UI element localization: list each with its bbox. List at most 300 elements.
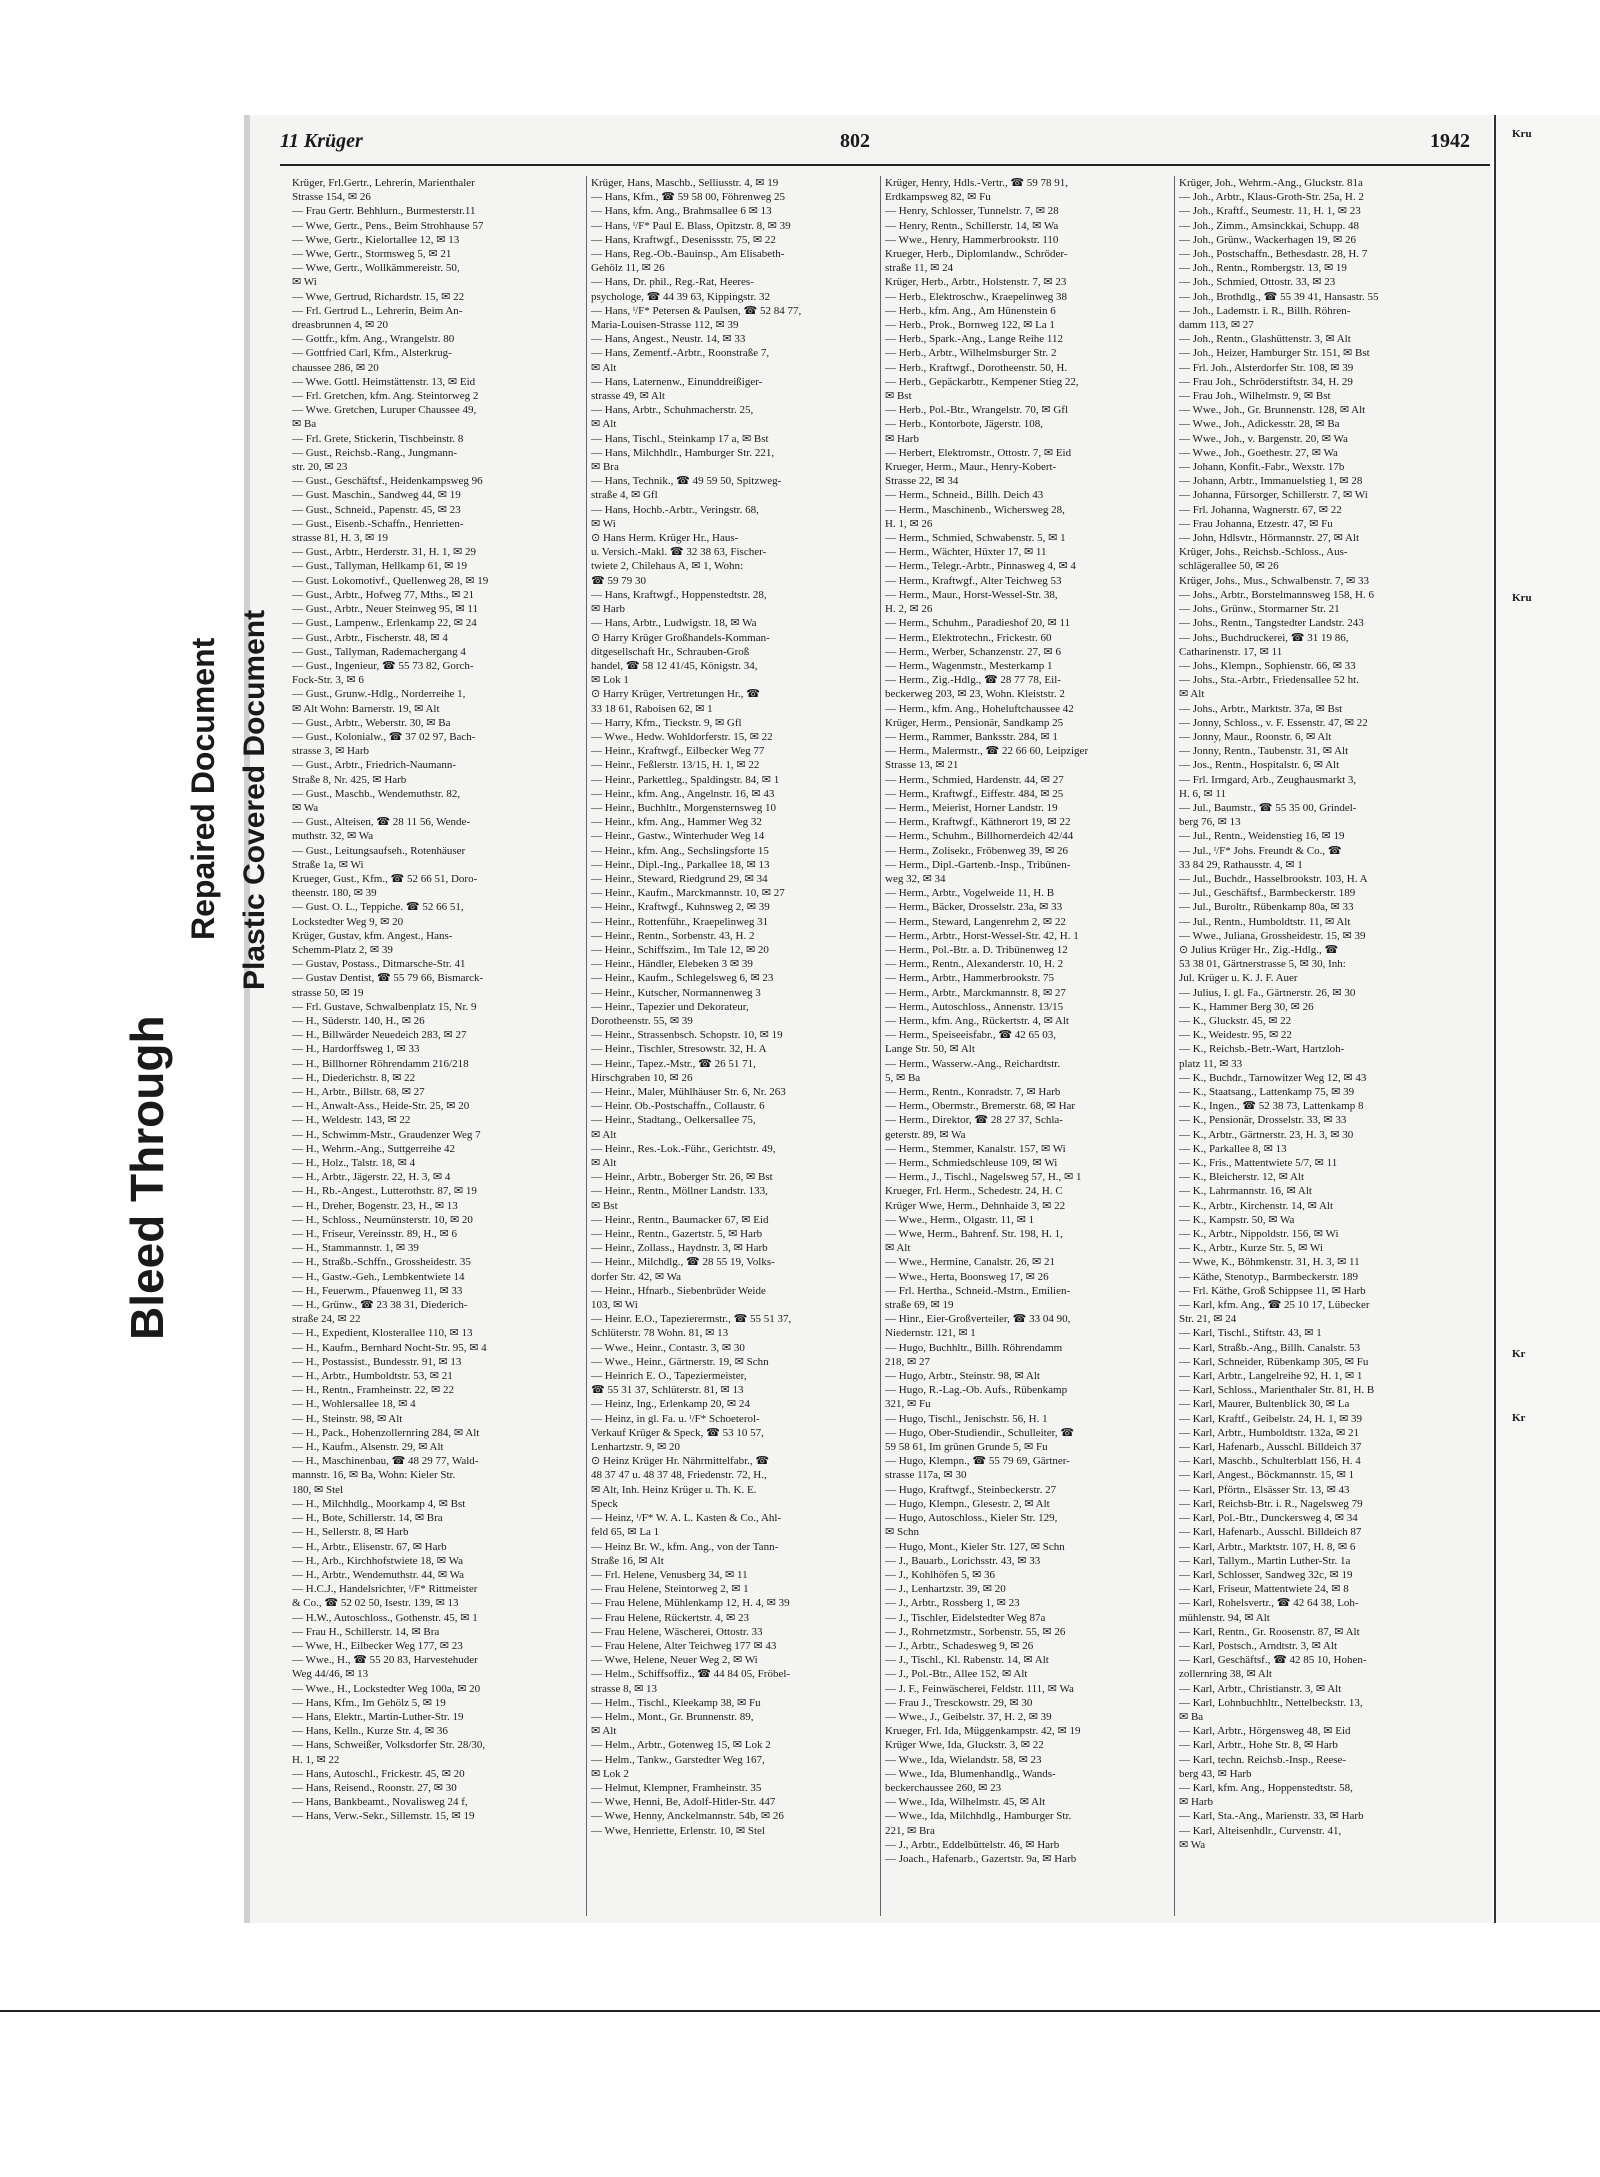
directory-entry: — Wwe. Gretchen, Luruper Chaussee 49, <box>292 404 477 417</box>
directory-entry: Straße 8, Nr. 425, ✉ Harb <box>292 773 407 786</box>
directory-entry: — Johann, Konfit.-Fabr., Wexstr. 17b <box>1179 461 1345 474</box>
directory-entry: — Hugo, Buchhltr., Billh. Röhrendamm <box>885 1341 1063 1354</box>
directory-entry: — Heinr., Res.-Lok.-Führ., Gerichtstr. 49, <box>591 1142 776 1155</box>
directory-entry: 103, ✉ Wi <box>591 1299 638 1312</box>
directory-entry: — Wwe., Juliana, Grossheidestr. 15, ✉ 39 <box>1179 929 1366 942</box>
directory-entry: — Käthe, Stenotyp., Barmbeckerstr. 189 <box>1179 1270 1359 1283</box>
directory-entry: — H.W., Autoschloss., Gothenstr. 45, ✉ 1 <box>292 1611 478 1624</box>
directory-entry: — Herm., Arbtr., Hammerbrookstr. 75 <box>885 972 1054 985</box>
directory-entry: — Heinr., Rentn., Möllner Landstr. 133, <box>591 1185 768 1198</box>
directory-entry: — Hans, Autoschl., Frickestr. 45, ✉ 20 <box>292 1767 465 1780</box>
directory-entry: — Herm., Stemmer, Kanalstr. 157, ✉ Wi <box>885 1142 1066 1155</box>
directory-entry: — Joh., Postschaffn., Bethesdastr. 28, H. 7 <box>1179 248 1368 261</box>
directory-entry: — Gust., Arbtr., Hofweg 77, Mths., ✉ 21 <box>292 588 475 601</box>
directory-entry: — Karl, Alteisenhdlr., Curvenstr. 41, <box>1179 1824 1342 1837</box>
directory-entry: — Johs., Buchdruckerei, ☎ 31 19 86, <box>1179 631 1349 644</box>
directory-entry: — Heinz, ᴵ/F* W. A. L. Kasten & Co., Ahl- <box>591 1512 782 1525</box>
directory-entry: — Frl. Helene, Venusberg 34, ✉ 11 <box>591 1568 748 1581</box>
directory-entry: — Karl, Arbtr., Hörgensweg 48, ✉ Eid <box>1179 1725 1351 1738</box>
directory-entry: — Wwe, K., Böhmkenstr. 31, H. 3, ✉ 11 <box>1179 1256 1360 1269</box>
directory-entry: Krueger, Herm., Maur., Henry-Kobert- <box>885 461 1057 474</box>
next-page-strip <box>1494 115 1600 1923</box>
directory-entry: — Heinrich E. O., Tapeziermeister, <box>591 1370 747 1383</box>
directory-entry: — Karl, Rentn., Gr. Roosenstr. 87, ✉ Alt <box>1179 1625 1360 1638</box>
directory-entry: — Gustav, Postass., Ditmarsche-Str. 41 <box>292 958 466 971</box>
directory-entry: — Karl, kfm. Ang., Hoppenstedtstr. 58, <box>1179 1781 1353 1794</box>
directory-entry: ✉ Harb <box>885 432 919 445</box>
directory-column-1 <box>292 176 578 1916</box>
directory-entry: — Herm., Schmied, Schwabenstr. 5, ✉ 1 <box>885 532 1066 545</box>
directory-entry: — Frl. Irmgard, Arb., Zeughausmarkt 3, <box>1179 773 1357 786</box>
directory-entry: — Herm., Werber, Schanzenstr. 27, ✉ 6 <box>885 645 1062 658</box>
directory-entry: — Wwe., Herta, Boonsweg 17, ✉ 26 <box>885 1270 1049 1283</box>
directory-entry: Krueger, Frl. Ida, Müggenkampstr. 42, ✉ 19 <box>885 1725 1081 1738</box>
directory-entry: — Hans, Reg.-Ob.-Bauinsp., Am Elisabeth- <box>591 248 785 261</box>
directory-entry: ✉ Harb <box>1179 1796 1213 1809</box>
directory-entry: geterstr. 89, ✉ Wa <box>885 1128 966 1141</box>
directory-entry: — H.C.J., Handelsrichter, ᴵ/F* Rittmeister <box>292 1583 478 1596</box>
directory-entry: — Jonny, Maur., Roonstr. 6, ✉ Alt <box>1179 730 1332 743</box>
directory-entry: beckerchaussee 260, ✉ 23 <box>885 1781 1002 1794</box>
directory-entry: — H., Grünw., ☎ 23 38 31, Diederich- <box>292 1299 468 1312</box>
directory-entry: — Joh., Heizer, Hamburger Str. 151, ✉ Bst <box>1179 347 1370 360</box>
directory-entry: — Hugo, Klempn., ☎ 55 79 69, Gärtner- <box>885 1455 1070 1468</box>
directory-entry: — Wwe, H., Eilbecker Weg 177, ✉ 23 <box>292 1639 463 1652</box>
directory-entry: Niedernstr. 121, ✉ 1 <box>885 1327 976 1340</box>
directory-entry: ✉ Alt <box>1179 688 1205 701</box>
directory-entry: Weg 44/46, ✉ 13 <box>292 1668 369 1681</box>
directory-entry: — Jul., Baumstr., ☎ 55 35 00, Grindel- <box>1179 801 1357 814</box>
directory-entry: Krüger, Hans, Maschb., Selliusstr. 4, ✉ 19 <box>591 177 779 189</box>
directory-entry: Krüger, Johs., Reichsb.-Schloss., Aus- <box>1179 546 1348 559</box>
directory-entry: — Hans, Hochb.-Arbtr., Veringstr. 68, <box>591 503 759 516</box>
directory-entry: ✉ Lok 2 <box>591 1767 629 1780</box>
directory-entry: psychologe, ☎ 44 39 63, Kippingstr. 32 <box>591 290 771 303</box>
directory-entry: strasse 49, ✉ Alt <box>591 390 665 403</box>
label-bleed-through: Bleed Through <box>121 1015 173 1340</box>
directory-entry: — Karl, techn. Reichsb.-Insp., Reese- <box>1179 1753 1347 1766</box>
directory-entry: — Heinr., Stadtang., Oelkersallee 75, <box>591 1114 756 1127</box>
directory-entry: — K., Hammer Berg 30, ✉ 26 <box>1179 1000 1314 1013</box>
directory-entry: — Gustav Dentist, ☎ 55 79 66, Bismarck- <box>292 972 484 985</box>
directory-entry: — Joh., Zimm., Amsinckkai, Schupp. 48 <box>1179 219 1359 232</box>
directory-entry: — Heinr., Hfnarb., Siebenbrüder Weide <box>591 1284 766 1297</box>
directory-entry: Schlüterstr. 78 Wohn. 81, ✉ 13 <box>591 1327 729 1340</box>
directory-entry: weg 32, ✉ 34 <box>885 872 946 885</box>
directory-entry: — Hugo, R.-Lag.-Ob. Aufs., Rübenkamp <box>885 1384 1068 1397</box>
directory-entry: — Herb., Spark.-Ang., Lange Reihe 112 <box>885 333 1063 346</box>
directory-entry: twiete 2, Chilehaus A, ✉ 1, Wohn: <box>591 560 744 573</box>
directory-entry: — Herm., Arbtr., Vogelweide 11, H. B <box>885 887 1055 900</box>
directory-entry: — Joach., Hafenarb., Gazertstr. 9a, ✉ Harb <box>885 1852 1077 1865</box>
directory-entry: — Heinr., Rottenführ., Kraepelinweg 31 <box>591 915 769 928</box>
directory-entry: — Karl, Reichsb-Btr. i. R., Nagelsweg 79 <box>1179 1497 1363 1510</box>
directory-entry: — Herm., Rentn., Konradstr. 7, ✉ Harb <box>885 1086 1061 1098</box>
directory-entry: strasse 8, ✉ 13 <box>591 1682 658 1695</box>
directory-entry: — Karl, Kraftf., Geibelstr. 24, H. 1, ✉ 39 <box>1179 1412 1363 1425</box>
directory-entry: ✉ Alt <box>591 418 617 431</box>
directory-entry: — Jul., Rentn., Humboldtstr. 11, ✉ Alt <box>1179 915 1351 928</box>
directory-entry: ditgesellschaft Hr., Schrauben-Groß <box>591 645 750 658</box>
directory-entry: — Frl. Johanna, Wagnerstr. 67, ✉ 22 <box>1179 503 1342 516</box>
directory-entry: — Hans, Kfm., ☎ 59 58 00, Föhrenweg 25 <box>591 191 785 204</box>
directory-entry: H. 1, ✉ 22 <box>292 1753 340 1766</box>
directory-entry: — Henry, Rentn., Schillerstr. 14, ✉ Wa <box>885 219 1059 232</box>
directory-entry: Erdkampsweg 82, ✉ Fu <box>885 191 991 204</box>
directory-entry: berg 43, ✉ Harb <box>1179 1767 1252 1780</box>
directory-entry: — Wwe, Henni, Be, Adolf-Hitler-Str. 447 <box>591 1796 776 1809</box>
directory-entry: ✉ Alt Wohn: Barnerstr. 19, ✉ Alt <box>292 702 440 715</box>
directory-entry: — Hugo, Mont., Kieler Str. 127, ✉ Schn <box>885 1540 1065 1553</box>
directory-entry: — Wwe., H., Lockstedter Weg 100a, ✉ 20 <box>292 1682 481 1695</box>
directory-entry: — Hans, Verw.-Sekr., Sillemstr. 15, ✉ 19 <box>292 1810 475 1823</box>
directory-entry: — Herb., Elektroschw., Kraepelinweg 38 <box>885 290 1067 303</box>
directory-entry: theenstr. 180, ✉ 39 <box>292 887 377 900</box>
directory-entry: — H., Anwalt-Ass., Heide-Str. 25, ✉ 20 <box>292 1100 470 1113</box>
directory-entry: — H., Postassist., Bundesstr. 91, ✉ 13 <box>292 1355 462 1368</box>
label-repaired: Repaired Document <box>185 637 221 940</box>
directory-entry: strasse 81, H. 3, ✉ 19 <box>292 532 388 545</box>
directory-entry: Krüger, Johs., Mus., Schwalbenstr. 7, ✉ 33 <box>1179 574 1369 587</box>
directory-entry: — Gust., Grunw.-Hdlg., Norderreihe 1, <box>292 688 466 701</box>
directory-entry: handel, ☎ 58 12 41/45, Königstr. 34, <box>591 659 758 672</box>
strip-text: Kru <box>1512 592 1532 604</box>
directory-entry: Krüger, Herb., Arbtr., Holstenstr. 7, ✉ 23 <box>885 276 1067 289</box>
directory-entry: 33 18 61, Raboisen 62, ✉ 1 <box>591 702 713 715</box>
directory-entry: ✉ Bst <box>885 390 912 403</box>
directory-entry: — H., Maschinenbau, ☎ 48 29 77, Wald- <box>292 1455 479 1468</box>
directory-entry: — H., Straßb.-Schffn., Grossheidestr. 35 <box>292 1256 471 1269</box>
directory-entry: — Jonny, Rentn., Taubenstr. 31, ✉ Alt <box>1179 745 1349 758</box>
directory-entry: — J., Kohlhöfen 5, ✉ 36 <box>885 1568 996 1581</box>
directory-entry: — Frau Johanna, Etzestr. 47, ✉ Fu <box>1179 517 1333 530</box>
directory-entry: — H., Wohlersallee 18, ✉ 4 <box>292 1398 416 1411</box>
directory-entry: — Gust., Arbtr., Weberstr. 30, ✉ Ba <box>292 716 451 729</box>
directory-entry: — J., Lenhartzstr. 39, ✉ 20 <box>885 1583 1006 1596</box>
directory-entry: ⊙ Heinz Krüger Hr. Nährmittelfabr., ☎ <box>591 1455 770 1468</box>
directory-entry: — H., Friseur, Vereinsstr. 89, H., ✉ 6 <box>292 1228 458 1241</box>
directory-entry: — Wwe, Gertr., Kielortallee 12, ✉ 13 <box>292 233 460 246</box>
directory-entry: — Hans, Laternenw., Einunddreißiger- <box>591 375 763 388</box>
directory-entry: — Gottfried Carl, Kfm., Alsterkrug- <box>292 347 452 360</box>
directory-column-2 <box>586 176 877 1916</box>
directory-entry: — Hans, ᴵ/F* Petersen & Paulsen, ☎ 52 84 77, <box>591 304 802 317</box>
directory-entry: — K., Arbtr., Nippoldstr. 156, ✉ Wi <box>1179 1228 1339 1241</box>
page-binding-edge <box>244 115 250 1923</box>
directory-entry: 59 58 61, Im grünen Grunde 5, ✉ Fu <box>885 1441 1048 1454</box>
directory-entry: Krüger, Joh., Wehrm.-Ang., Gluckstr. 81a <box>1179 177 1363 189</box>
directory-entry: — Wwe., Joh., v. Bargenstr. 20, ✉ Wa <box>1179 432 1348 445</box>
directory-entry: — Karl, Arbtr., Christianstr. 3, ✉ Alt <box>1179 1682 1342 1695</box>
directory-entry: — K., Arbtr., Kirchenstr. 14, ✉ Alt <box>1179 1199 1334 1212</box>
directory-entry: — Frau Joh., Wilhelmstr. 9, ✉ Bst <box>1179 390 1331 403</box>
directory-entry: — Frau Helene, Steintorweg 2, ✉ 1 <box>591 1583 749 1596</box>
directory-entry: — Jul., Buchdr., Hasselbrookstr. 103, H. A <box>1179 872 1368 885</box>
directory-entry: — Herbert, Elektromstr., Ottostr. 7, ✉ Eid <box>885 446 1072 459</box>
directory-entry: straße 4, ✉ Gfl <box>591 489 658 502</box>
directory-entry: — Karl, kfm. Ang., ☎ 25 10 17, Lübecker <box>1179 1299 1370 1312</box>
directory-entry: — H., Pack., Hohenzollernring 284, ✉ Alt <box>292 1426 480 1439</box>
directory-entry: — Frl. Hertha., Schneid.-Mstrn., Emilien- <box>885 1284 1071 1297</box>
directory-column-3 <box>880 176 1171 1916</box>
directory-entry: — Helmut, Klempner, Framheinstr. 35 <box>591 1781 762 1794</box>
directory-entry: — Hugo, Ober-Studiendir., Schulleiter, ☎ <box>885 1426 1075 1439</box>
directory-entry: — K., Parkallee 8, ✉ 13 <box>1179 1142 1287 1155</box>
directory-entry: — Heinr., Maler, Mühlhäuser Str. 6, Nr. 263 <box>591 1086 786 1098</box>
directory-entry: — Herm., Dipl.-Gartenb.-Insp., Tribünen- <box>885 858 1071 871</box>
directory-entry: — Helm., Tischl., Kleekamp 38, ✉ Fu <box>591 1696 761 1709</box>
directory-entry: — Karl, Friseur, Mattentwiete 24, ✉ 8 <box>1179 1583 1349 1596</box>
directory-entry: — H., Sellerstr. 8, ✉ Harb <box>292 1526 409 1539</box>
directory-entry: — Gust., Leitungsaufseh., Rotenhäuser <box>292 844 466 857</box>
directory-entry: — Heinr., Kaufm., Marckmannstr. 10, ✉ 27 <box>591 887 785 900</box>
directory-entry: Straße 1a, ✉ Wi <box>292 858 364 871</box>
directory-entry: — Gust., Maschb., Wendemuthstr. 82, <box>292 787 461 800</box>
directory-entry: — H., Rentn., Framheinstr. 22, ✉ 22 <box>292 1384 454 1397</box>
directory-entry: — Herm., J., Tischl., Nagelsweg 57, H., ✉ 1 <box>885 1171 1082 1184</box>
directory-entry: — Wwe, Helene, Neuer Weg 2, ✉ Wi <box>591 1654 758 1667</box>
directory-entry: — H., Stammannstr. 1, ✉ 39 <box>292 1242 419 1255</box>
directory-entry: — Karl, Pol.-Btr., Dunckersweg 4, ✉ 34 <box>1179 1512 1358 1525</box>
directory-entry: — Herm., Maur., Horst-Wessel-Str. 38, <box>885 588 1058 601</box>
directory-entry: — Hugo, Autoschloss., Kieler Str. 129, <box>885 1512 1058 1525</box>
directory-entry: ✉ Wi <box>292 276 317 289</box>
directory-entry: — Herm., Wagenmstr., Mesterkamp 1 <box>885 659 1053 672</box>
directory-entry: — Frl. Käthe, Groß Schippsee 11, ✉ Harb <box>1179 1284 1366 1297</box>
directory-entry: — Herm., Steward, Langenrehm 2, ✉ 22 <box>885 915 1066 928</box>
directory-entry: — Herb., kfm. Ang., Am Hünenstein 6 <box>885 304 1056 317</box>
directory-entry: feld 65, ✉ La 1 <box>591 1526 660 1539</box>
directory-entry: — Herm., Schuhm., Billhornerdeich 42/44 <box>885 830 1074 843</box>
directory-entry: — Heinr., Kraftwgf., Kuhnsweg 2, ✉ 39 <box>591 901 770 914</box>
directory-entry: — Heinr., kfm. Ang., Sechslingsforte 15 <box>591 844 769 857</box>
directory-entry: Strasse 154, ✉ 26 <box>292 191 371 204</box>
directory-entry: — Herm., Obermstr., Bremerstr. 68, ✉ Har <box>885 1100 1076 1113</box>
directory-entry: — Gust., Geschäftsf., Heidenkampsweg 96 <box>292 475 483 488</box>
directory-entry: — K., Weidestr. 95, ✉ 22 <box>1179 1029 1292 1042</box>
directory-entry: — Hinr., Eier-Großverteiler, ☎ 33 04 90, <box>885 1313 1071 1326</box>
directory-entry: — Gust., Kolonialw., ☎ 37 02 97, Bach- <box>292 730 476 743</box>
directory-entry: — Frau Gertr. Behhlurn., Burmesterstr.11 <box>292 205 476 218</box>
directory-entry: — Jul., ᴵ/F* Johs. Freundt & Co., ☎ <box>1179 844 1342 857</box>
directory-entry: — Frl. Joh., Alsterdorfer Str. 108, ✉ 39 <box>1179 361 1354 374</box>
directory-entry: — H., Arbtr., Humboldtstr. 53, ✉ 21 <box>292 1370 453 1383</box>
directory-entry: 33 84 29, Rathausstr. 4, ✉ 1 <box>1179 858 1303 871</box>
directory-entry: — Hans, kfm. Ang., Brahmsallee 6 ✉ 13 <box>591 205 772 218</box>
directory-entry: — Heinr., Kaufm., Schlegelsweg 6, ✉ 23 <box>591 972 774 985</box>
directory-entry: — Heinr., Arbtr., Boberger Str. 26, ✉ Bst <box>591 1171 773 1184</box>
directory-entry: — Frau Helene, Rückertstr. 4, ✉ 23 <box>591 1611 749 1624</box>
directory-entry: — H., Schloss., Neumünsterstr. 10, ✉ 20 <box>292 1213 473 1226</box>
directory-entry: — Joh., Schmied, Ottostr. 33, ✉ 23 <box>1179 276 1336 289</box>
directory-entry: — Gust., Eisenb.-Schaffn., Henrietten- <box>292 517 464 530</box>
directory-entry: — H., Billwärder Neuedeich 283, ✉ 27 <box>292 1029 467 1042</box>
directory-entry: — Gottfr., kfm. Ang., Wrangelstr. 80 <box>292 333 455 346</box>
directory-entry: Verkauf Krüger & Speck, ☎ 53 10 57, <box>591 1426 764 1439</box>
directory-entry: — Herm., Kraftwgf., Alter Teichweg 53 <box>885 574 1062 587</box>
directory-entry: dreasbrunnen 4, ✉ 20 <box>292 319 388 332</box>
directory-entry: — H., Arbtr., Elisenstr. 67, ✉ Harb <box>292 1540 447 1553</box>
directory-entry: — Gust., Schneid., Papenstr. 45, ✉ 23 <box>292 503 461 516</box>
directory-entry: — Gust., Arbtr., Friedrich-Naumann- <box>292 759 457 772</box>
directory-entry: strasse 117a, ✉ 30 <box>885 1469 967 1482</box>
directory-entry: — Joh., Lademstr. i. R., Billh. Röhren- <box>1179 304 1351 317</box>
directory-entry: — Frau Helene, Wäscherei, Ottostr. 33 <box>591 1625 763 1638</box>
directory-entry: — Wwe., Henry, Hammerbrookstr. 110 <box>885 233 1059 246</box>
directory-entry: Lockstedter Weg 9, ✉ 20 <box>292 915 404 928</box>
directory-entry: H. 2, ✉ 26 <box>885 603 933 616</box>
directory-entry: ☎ 59 79 30 <box>591 574 646 587</box>
directory-entry: — Karl, Hafenarb., Ausschl. Billdeich 37 <box>1179 1441 1362 1454</box>
page-header <box>280 124 1490 166</box>
directory-entry: — Karl, Angest., Böckmannstr. 15, ✉ 1 <box>1179 1469 1355 1482</box>
directory-entry: — Karl, Maurer, Bultenblick 30, ✉ La <box>1179 1398 1350 1411</box>
directory-entry: — K., Gluckstr. 45, ✉ 22 <box>1179 1014 1292 1027</box>
directory-entry: H. 6, ✉ 11 <box>1179 787 1227 800</box>
directory-entry: — Jul., Geschäftsf., Barmbeckerstr. 189 <box>1179 887 1356 900</box>
directory-entry: — Heinr., Tapezier und Dekorateur, <box>591 1000 749 1013</box>
directory-entry: — J., Bauarb., Lorichsstr. 43, ✉ 33 <box>885 1554 1041 1567</box>
directory-entry: — Hans, Kraftwgf., Desenissstr. 75, ✉ 22 <box>591 233 776 246</box>
directory-entry: — Karl, Arbtr., Hohe Str. 8, ✉ Harb <box>1179 1739 1338 1752</box>
directory-entry: — Herb., Prok., Bornweg 122, ✉ La 1 <box>885 319 1055 332</box>
directory-entry: Krüger Wwe, Herm., Dehnhaide 3, ✉ 22 <box>885 1199 1066 1212</box>
directory-entry: — H., Gastw.-Geh., Lembkentwiete 14 <box>292 1270 465 1283</box>
directory-entry: — J., Tischl., Kl. Rabenstr. 14, ✉ Alt <box>885 1654 1049 1667</box>
directory-entry: — Herm., Zolisekr., Fröbenweg 39, ✉ 26 <box>885 844 1069 857</box>
directory-entry: — Karl, Sta.-Ang., Marienstr. 33, ✉ Harb <box>1179 1810 1364 1823</box>
directory-entry: ✉ Wi <box>591 517 616 530</box>
directory-entry: — Johs., Arbtr., Borstelmannsweg 158, H. 6 <box>1179 588 1374 601</box>
directory-entry: — H., Schwimm-Mstr., Graudenzer Weg 7 <box>292 1128 481 1141</box>
directory-entry: — Karl, Rohelsvertr., ☎ 42 64 38, Loh- <box>1179 1597 1359 1610</box>
directory-entry: — Herm., Bäcker, Drosselstr. 23a, ✉ 33 <box>885 901 1063 914</box>
directory-entry: — Frl. Grete, Stickerin, Tischbeinstr. 8 <box>292 432 464 445</box>
directory-entry: — J., Arbtr., Schadesweg 9, ✉ 26 <box>885 1639 1034 1652</box>
directory-entry: beckerweg 203, ✉ 23, Wohn. Kleiststr. 2 <box>885 688 1065 701</box>
directory-entry: schlägerallee 50, ✉ 26 <box>1179 560 1279 573</box>
directory-entry: — H., Arbtr., Wendemuthstr. 44, ✉ Wa <box>292 1568 465 1581</box>
directory-entry: — Wwe., Herm., Olgastr. 11, ✉ 1 <box>885 1213 1035 1226</box>
directory-entry: — Frl. Gretchen, kfm. Ang. Steintorweg 2 <box>292 390 479 403</box>
directory-entry: — Wwe, Gertr., Wollkämmereistr. 50, <box>292 262 460 275</box>
directory-entry: — Joh., Kraftf., Seumestr. 11, H. 1, ✉ 23 <box>1179 205 1361 218</box>
directory-entry: — Gust., Arbtr., Fischerstr. 48, ✉ 4 <box>292 631 448 644</box>
directory-entry: — Heinr., Parkettleg., Spaldingstr. 84, ✉ 1 <box>591 773 780 786</box>
directory-entry: mannstr. 16, ✉ Ba, Wohn: Kieler Str. <box>292 1469 456 1482</box>
directory-entry: ✉ Harb <box>591 603 625 616</box>
strip-text: Kru <box>1512 128 1532 140</box>
directory-entry: — Hans, Technik., ☎ 49 59 50, Spitzweg- <box>591 475 782 488</box>
directory-entry: Krüger Wwe, Ida, Gluckstr. 3, ✉ 22 <box>885 1739 1044 1752</box>
directory-entry: — Jul., Rentn., Weidenstieg 16, ✉ 19 <box>1179 830 1345 843</box>
directory-entry: — Herm., Schuhm., Paradieshof 20, ✉ 11 <box>885 617 1071 630</box>
directory-entry: ⊙ Julius Krüger Hr., Zig.-Hdlg., ☎ <box>1179 943 1339 956</box>
directory-entry: — Jul., Buroltr., Rübenkamp 80a, ✉ 33 <box>1179 901 1354 914</box>
directory-entry: — Herm., Pol.-Btr. a. D. Tribünenweg 12 <box>885 943 1068 956</box>
directory-entry: — Herm., Elektrotechn., Frickestr. 60 <box>885 631 1052 644</box>
directory-entry: — Wwe., Joh., Adickesstr. 28, ✉ Ba <box>1179 418 1340 431</box>
directory-entry: — Hugo, Arbtr., Steinstr. 98, ✉ Alt <box>885 1370 1040 1383</box>
directory-entry: — Karl, Lohnbuchhltr., Nettelbeckstr. 13, <box>1179 1696 1363 1709</box>
directory-entry: strasse 3, ✉ Harb <box>292 745 370 758</box>
directory-entry: — Joh., Rentn., Rombergstr. 13, ✉ 19 <box>1179 262 1347 275</box>
directory-entry: — J., Pol.-Btr., Allee 152, ✉ Alt <box>885 1668 1028 1681</box>
directory-entry: — Karl, Pförtn., Elsässer Str. 13, ✉ 43 <box>1179 1483 1350 1496</box>
directory-entry: — Gust., Arbtr., Neuer Steinweg 95, ✉ 11 <box>292 603 479 616</box>
directory-entry: — Herm., Telegr.-Arbtr., Pinnasweg 4, ✉ 4 <box>885 560 1076 573</box>
directory-entry: — Hugo, Kraftwgf., Steinbeckerstr. 27 <box>885 1483 1057 1496</box>
directory-entry: — Karl, Schlosser, Sandweg 32c, ✉ 19 <box>1179 1568 1353 1581</box>
directory-entry: — Heinr., Gastw., Winterhuder Weg 14 <box>591 830 765 843</box>
directory-entry: — Gust., Tallyman, Hellkamp 61, ✉ 19 <box>292 560 468 573</box>
directory-entry: — H., Steinstr. 98, ✉ Alt <box>292 1412 403 1425</box>
directory-entry: — Frl. Gustave, Schwalbenplatz 15, Nr. 9 <box>292 1000 477 1013</box>
directory-entry: — Hans, ᴵ/F* Paul E. Blass, Opitzstr. 8, ✉ 39 <box>591 219 791 232</box>
directory-entry: — Johs., Grünw., Stormarner Str. 21 <box>1179 603 1340 616</box>
directory-entry: — H., Feuerwm., Pfauenweg 11, ✉ 33 <box>292 1284 463 1297</box>
directory-entry: ✉ Wa <box>1179 1838 1206 1851</box>
directory-entry: — Karl, Postsch., Arndtstr. 3, ✉ Alt <box>1179 1639 1338 1652</box>
directory-entry: str. 20, ✉ 23 <box>292 461 348 474</box>
directory-entry: — Herm., Autoschloss., Annenstr. 13/15 <box>885 1000 1064 1013</box>
directory-entry: Maria-Louisen-Strasse 112, ✉ 39 <box>591 319 739 332</box>
directory-entry: — Wwe., Ida, Wielandstr. 58, ✉ 23 <box>885 1753 1042 1766</box>
directory-entry: — Hans, Reisend., Roonstr. 27, ✉ 30 <box>292 1781 457 1794</box>
directory-entry: — Hans, Kfm., Im Gehölz 5, ✉ 19 <box>292 1696 446 1709</box>
directory-entry: — Karl, Arbtr., Marktstr. 107, H. 8, ✉ 6 <box>1179 1540 1356 1553</box>
directory-entry: — Herm., Rammer, Banksstr. 284, ✉ 1 <box>885 730 1058 743</box>
directory-entry: — Herm., Rentn., Alexanderstr. 10, H. 2 <box>885 958 1064 971</box>
directory-entry: — Herm., Kraftwgf., Käthnerort 19, ✉ 22 <box>885 816 1071 829</box>
directory-entry: ✉ Bra <box>591 461 619 474</box>
directory-entry: — H., Kaufm., Bernhard Nocht-Str. 95, ✉ 4 <box>292 1341 487 1354</box>
directory-entry: — Joh., Arbtr., Klaus-Groth-Str. 25a, H. 2 <box>1179 191 1364 204</box>
directory-entry: — Hans, Angest., Neustr. 14, ✉ 33 <box>591 333 746 346</box>
directory-entry: — Jos., Rentn., Hospitalstr. 6, ✉ Alt <box>1179 759 1340 772</box>
directory-entry: ✉ Lok 1 <box>591 674 629 687</box>
directory-entry: — Wwe., Heinr., Contastr. 3, ✉ 30 <box>591 1341 745 1354</box>
directory-entry: — Karl, Geschäftsf., ☎ 42 85 10, Hohen- <box>1179 1654 1367 1667</box>
directory-entry: — Hans, Kraftwgf., Hoppenstedtstr. 28, <box>591 588 767 601</box>
directory-entry: — Gust., Arbtr., Herderstr. 31, H. 1, ✉ 29 <box>292 546 476 559</box>
directory-entry: — Gust., Reichsb.-Rang., Jungmann- <box>292 446 457 459</box>
directory-entry: ✉ Alt, Inh. Heinz Krüger u. Th. K. E. <box>591 1483 757 1496</box>
directory-entry: — Heinr., Rentn., Sorbenstr. 43, H. 2 <box>591 929 755 942</box>
directory-entry: — Hans, Zementf.-Arbtr., Roonstraße 7, <box>591 347 770 360</box>
directory-entry: — Hans, Kelln., Kurze Str. 4, ✉ 36 <box>292 1725 448 1738</box>
header-running-title: 11 Krüger <box>280 130 363 152</box>
directory-entry: u. Versich.-Makl. ☎ 32 38 63, Fischer- <box>591 546 767 559</box>
directory-entry: — Frau Helene, Mühlenkamp 12, H. 4, ✉ 39 <box>591 1597 790 1610</box>
directory-entry: — J., Arbtr., Eddelbüttelstr. 46, ✉ Harb <box>885 1838 1060 1851</box>
directory-entry: Krüger, Frl.Gertr., Lehrerin, Marienthaler <box>292 177 475 189</box>
directory-entry: — H., Arbtr., Billstr. 68, ✉ 27 <box>292 1086 425 1098</box>
directory-entry: Krueger, Herb., Diplomlandw., Schröder- <box>885 248 1068 261</box>
directory-entry: — Wwe., J., Geibelstr. 37, H. 2, ✉ 39 <box>885 1710 1052 1723</box>
directory-entry: — Karl, Schloss., Marienthaler Str. 81, H. B <box>1179 1384 1375 1397</box>
directory-entry: — Hans, Milchhdlr., Hamburger Str. 221, <box>591 446 775 459</box>
directory-entry: — H., Rb.-Angest., Lutterothstr. 87, ✉ 19 <box>292 1185 477 1198</box>
directory-entry: — Johann, Arbtr., Immanuelstieg 1, ✉ 28 <box>1179 475 1363 488</box>
directory-entry: — Gust., Lampenw., Erlenkamp 22, ✉ 24 <box>292 617 477 630</box>
directory-entry: — Herm., Direktor, ☎ 28 27 37, Schla- <box>885 1114 1063 1127</box>
directory-entry: — Gust., Alteisen, ☎ 28 11 56, Wende- <box>292 816 471 829</box>
directory-entry: — Heinz Br. W., kfm. Ang., von der Tann- <box>591 1540 779 1553</box>
directory-entry: — Heinr., Händler, Elebeken 3 ✉ 39 <box>591 958 753 971</box>
directory-entry: — Wwe., Ida, Wilhelmstr. 45, ✉ Alt <box>885 1796 1046 1809</box>
directory-entry: — Hugo, Klempn., Glesestr. 2, ✉ Alt <box>885 1497 1050 1510</box>
